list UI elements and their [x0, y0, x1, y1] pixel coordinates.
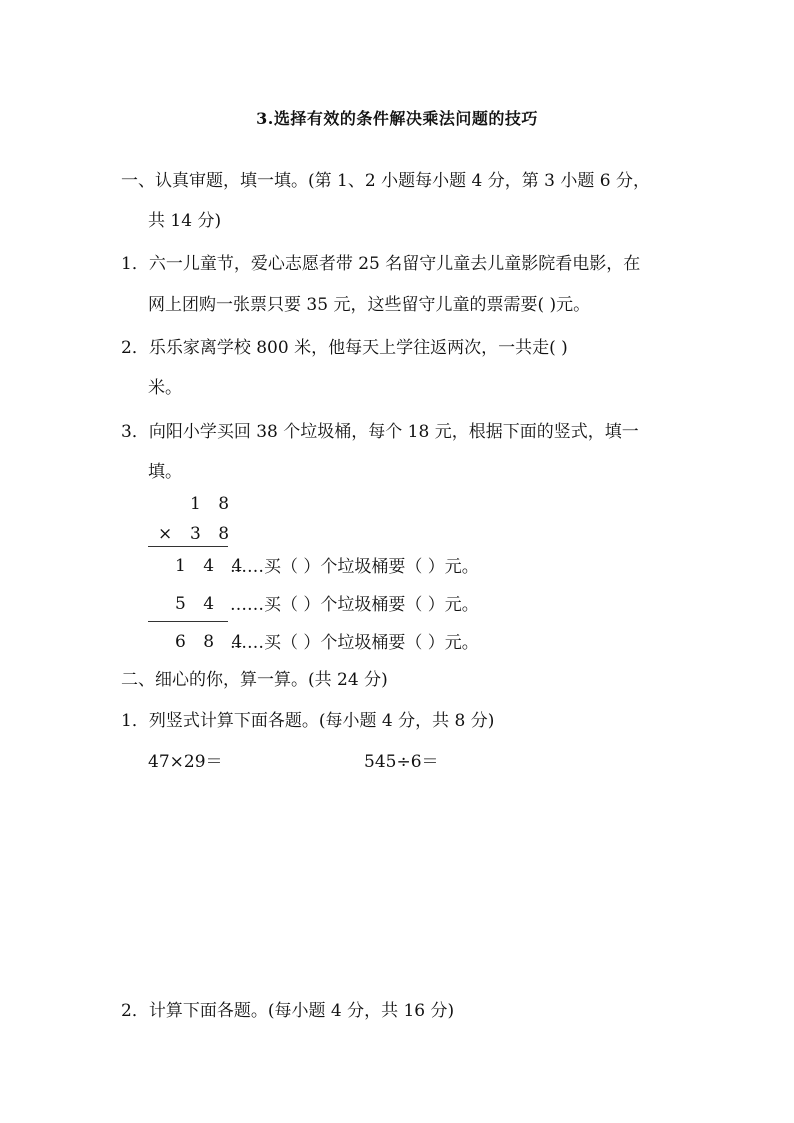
question1-line2: 网上团购一张票只要 35 元，这些留守儿童的票需要( )元。 — [148, 295, 591, 315]
question2-line1: 2．乐乐家离学校 800 米，他每天上学往返两次，一共走( ) — [121, 338, 568, 358]
section2-question2: 2．计算下面各题。(每小题 4 分，共 16 分) — [121, 1001, 455, 1021]
question3-line2: 填。 — [148, 462, 182, 482]
section1-heading-line2: 共 14 分) — [148, 211, 222, 231]
partial-product-1: 1 4 4 — [175, 556, 249, 576]
question1-line1: 1．六一儿童节，爱心志愿者带 25 名留守儿童去儿童影院看电影，在 — [121, 254, 641, 274]
question2-line2: 米。 — [148, 378, 182, 398]
expression-1: 47×29＝ — [148, 752, 223, 772]
fill-line-1: ……买（ ）个垃圾桶要（ ）元。 — [230, 557, 479, 577]
expression-2: 545÷6＝ — [364, 752, 439, 772]
product-line-2 — [148, 621, 228, 622]
section1-heading-line1: 一、认真审题，填一填。(第 1、2 小题每小题 4 分，第 3 小题 6 分， — [121, 171, 650, 191]
product-line-1 — [148, 546, 228, 547]
total-product: 6 8 4 — [175, 632, 249, 652]
fill-line-2: ……买（ ）个垃圾桶要（ ）元。 — [230, 595, 479, 615]
section2-question1: 1．列竖式计算下面各题。(每小题 4 分，共 8 分) — [121, 711, 495, 731]
page-title: 3.选择有效的条件解决乘法问题的技巧 — [256, 109, 538, 128]
multiplicand: 1 8 — [190, 494, 236, 514]
multiplier: 3 8 — [190, 524, 236, 544]
section2-heading: 二、细心的你，算一算。(共 24 分) — [121, 670, 388, 690]
fill-line-3: ……买（ ）个垃圾桶要（ ）元。 — [230, 633, 479, 653]
partial-product-2: 5 4 — [175, 594, 221, 614]
question3-line1: 3．向阳小学买回 38 个垃圾桶，每个 18 元，根据下面的竖式，填一 — [121, 422, 639, 442]
times-sign: × — [158, 524, 173, 544]
